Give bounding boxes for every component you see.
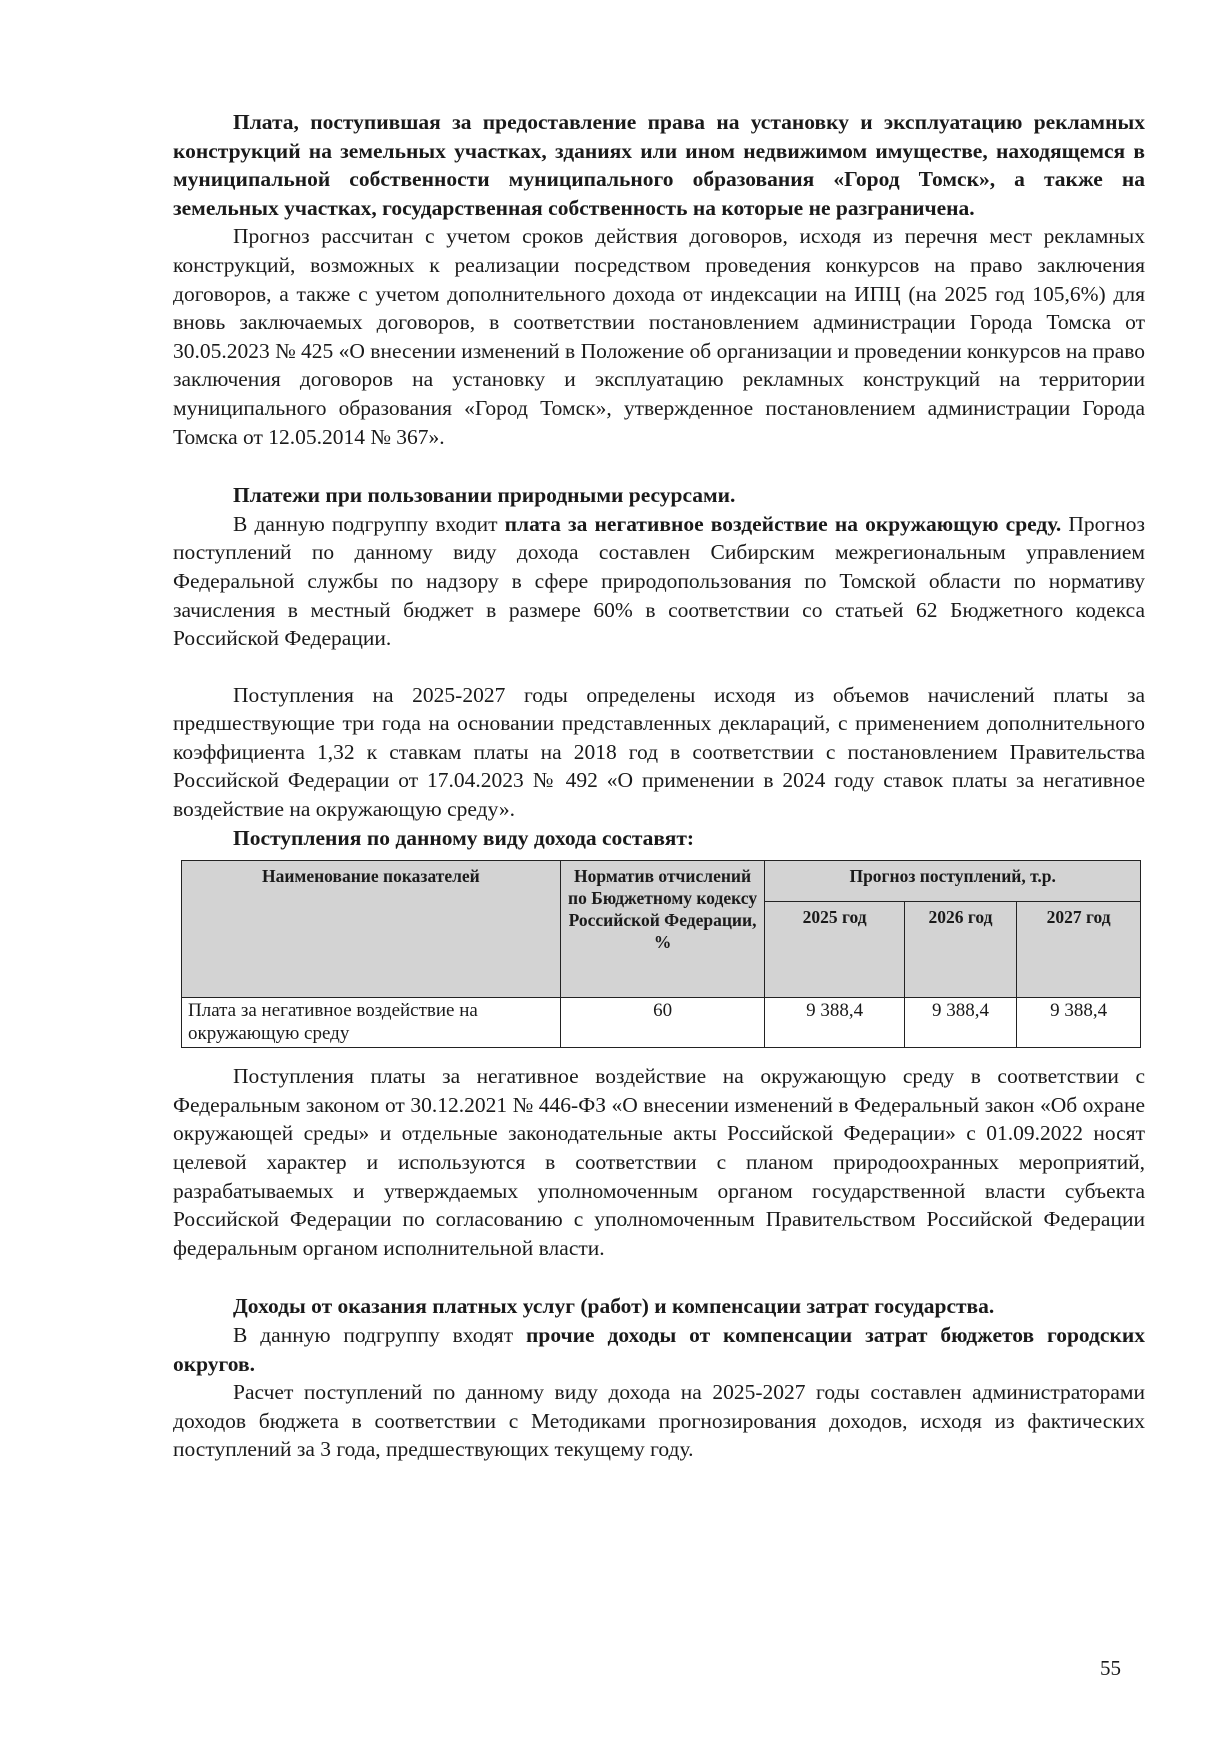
page-number: 55: [1100, 1656, 1121, 1680]
natural-resources-paragraph-1: В данную подгруппу входит плата за негативное воздействие на окружающую среду. Прогноз поступлений по данному виду дохода составлен Сибирским межрегиональным управлением Федеральной службы по надзору в сфере природопользования по Томской области по нормативу зачисления в местный бюджет в размере 60% в соответствии со статьей 62 Бюджетного кодекса Российской Федерации.: [173, 511, 1145, 651]
table-caption: Поступления по данному виду дохода составят:: [233, 825, 695, 850]
section-heading-paid-services: Доходы от оказания платных услуг (работ) и компенсации затрат государства.: [233, 1294, 995, 1319]
section-heading-natural-resources: Платежи при пользовании природными ресурсами.: [233, 483, 736, 508]
natural-resources-paragraph-3: Поступления платы за негативное воздействие на окружающую среду в соответствии с Федеральным законом от 30.12.2021 № 446-ФЗ «О внесении изменений в Федеральный закон «Об охране окружающей среды» и отдельные законодательные акты Российской Федерации» с 01.09.2022 носят целевой характер и используются в соответствии с планом природоохранных мероприятий, разрабатываемых и утверждаемых уполномоченным органом государственной власти субъекта Российской Федерации по согласованию с уполномоченным Правительством Российской Федерации федеральным органом исполнительной власти.: [173, 1064, 1145, 1260]
revenue-forecast-table: [181, 860, 1141, 1048]
row-normative: 60: [560, 998, 765, 1048]
row-name: Плата за негативное воздействие на окружающую среду: [182, 998, 561, 1048]
header-forecast: Прогноз поступлений, т.р.: [765, 861, 1141, 902]
advertising-fee-paragraph: Прогноз рассчитан с учетом сроков действия договоров, исходя из перечня мест рекламных конструкций, возможных к реализации посредством проведения конкурсов на право заключения договоров, а также с учетом дополнительного дохода от индексации на ИПЦ (на 2025 год 105,6%) для вновь заключаемых договоров, в соответствии постановлением администрации Города Томска от 30.05.2023 № 425 «О внесении изменений в Положение об организации и проведении конкурсов на право заключения договоров на установку и эксплуатацию рекламных конструкций на территории муниципального образования «Город Томск», утвержденное постановлением администрации Города Томска от 12.05.2014 № 367».: [173, 224, 1146, 449]
header-normative: Норматив отчислений по Бюджетному кодексу Российской Федерации, %: [560, 861, 765, 998]
header-year-2026: 2026 год: [904, 902, 1016, 998]
table-row: [182, 998, 1141, 1048]
bold-term-environment-fee: плата за негативное воздействие на окружающую среду.: [504, 511, 1062, 536]
table-header-row: [182, 861, 1141, 902]
paid-services-paragraph-1: В данную подгруппу входят прочие доходы от компенсации затрат бюджетов городских округов.: [173, 1323, 1145, 1376]
row-value-2027: 9 388,4: [1017, 998, 1141, 1048]
natural-resources-paragraph-2: Поступления на 2025-2027 годы определены исходя из объемов начислений платы за предшествующие три года на основании представленных деклараций, с применением дополнительного коэффициента 1,32 к ставкам платы на 2018 год в соответствии с постановлением Правительства Российской Федерации от 17.04.2023 № 492 «О применении в 2024 году ставок платы за негативное воздействие на окружающую среду».: [173, 682, 1145, 822]
header-year-2027: 2027 год: [1017, 902, 1141, 998]
header-year-2025: 2025 год: [765, 902, 905, 998]
bold-term-compensation: прочие доходы от компенсации затрат бюджетов городских округов.: [173, 1323, 1145, 1376]
row-value-2025: 9 388,4: [765, 998, 905, 1048]
document-page: [173, 108, 1145, 1464]
header-name: Наименование показателей: [182, 861, 561, 998]
row-value-2026: 9 388,4: [904, 998, 1016, 1048]
section-heading-advertising-fee: Плата, поступившая за предоставление права на установку и эксплуатацию рекламных конструкций на земельных участках, зданиях или ином недвижимом имуществе, находящемся в муниципальной собственности муниципального образования «Город Томск», а также на земельных участках, государственная собственность на которые не разграничена.: [173, 110, 1145, 220]
paid-services-paragraph-2: Расчет поступлений по данному виду дохода на 2025-2027 годы составлен администраторами доходов бюджета в соответствии с Методиками прогнозирования доходов, исходя из фактических поступлений за 3 года, предшествующих текущему году.: [173, 1380, 1145, 1462]
